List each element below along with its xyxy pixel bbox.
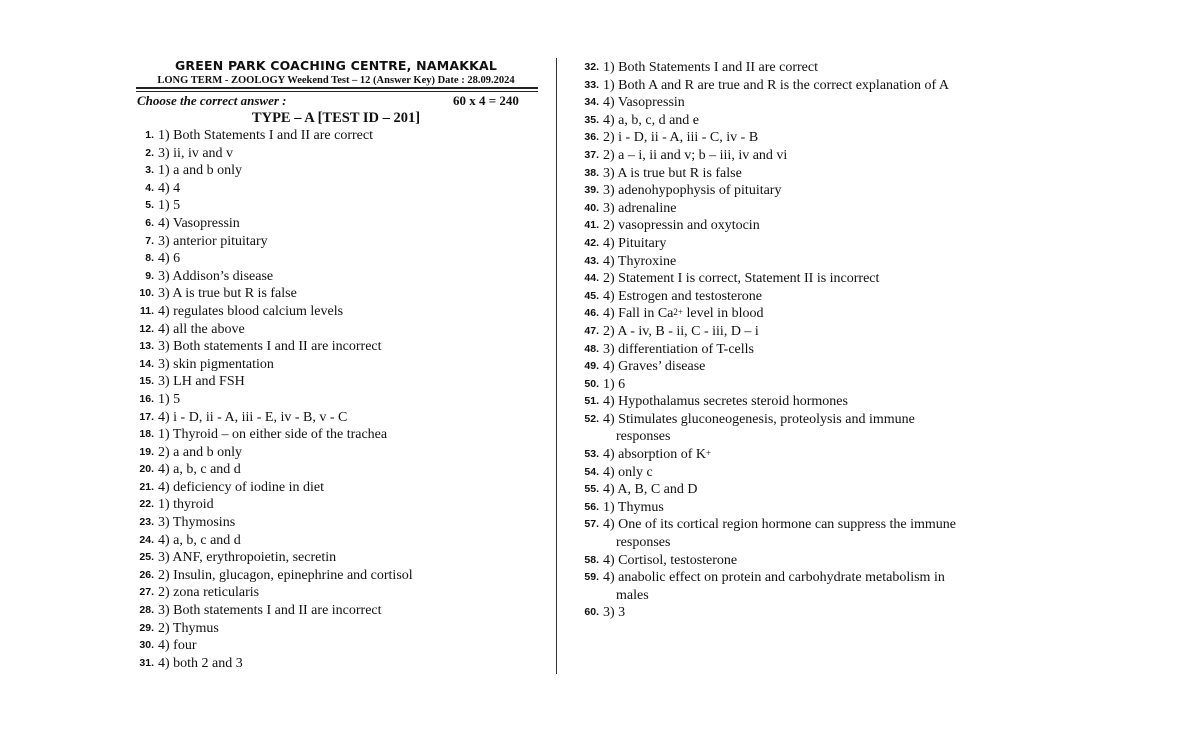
answer-text-line: 4) Estrogen and testosterone [603,288,763,304]
answer-text-line: 3) adrenaline [603,200,677,216]
answer-text-line: 1) Thyroid – on either side of the trachea [158,427,388,443]
question-number: 4. [145,181,154,194]
answer-text [603,481,698,499]
answer-text [603,147,787,165]
answer-text [158,180,180,198]
answer-text [603,77,949,95]
answer-text [603,499,664,517]
answer-text [158,567,413,585]
answer-text [158,145,233,163]
question-number: 37. [584,148,599,161]
answer-text [158,285,297,303]
answer-text [158,197,180,215]
question-number: 13. [139,340,154,353]
answer-text [603,270,879,288]
answer-text-continuation: responses [616,535,671,551]
answer-text [603,182,781,200]
answer-text [158,532,241,550]
answer-text-continuation: males [616,587,649,603]
answer-text-line: 1) Both A and R are true and R is the correct explanation of A [603,77,950,93]
answer-text [158,584,259,602]
answer-text-line: 4) 4 [158,180,181,196]
answer-text [603,217,760,235]
answer-text [603,59,818,77]
answer-text-line: 3) Addison’s disease [158,268,274,284]
answer-text-line: 3) LH and FSH [158,374,245,390]
answer-text [158,549,336,567]
answer-text-line: 4) regulates blood calcium levels [158,303,344,319]
question-number: 7. [145,234,154,247]
answer-text-line: 3) Both statements I and II are incorrect [158,603,382,619]
question-number: 24. [139,533,154,546]
question-number: 16. [139,392,154,405]
instruction-text: Choose the correct answer : [137,93,287,108]
answer-text [603,253,676,271]
question-number: 54. [584,465,599,478]
answer-text [603,464,653,482]
question-number: 59. [584,571,599,584]
answer-text-line: 4) a, b, c and d [158,532,241,548]
answer-text-line: 4) i - D, ii - A, iii - E, iv - B, v - C [158,409,348,425]
question-number: 39. [584,184,599,197]
question-number: 22. [139,498,154,511]
question-number: 30. [139,639,154,652]
answer-text-line: 4) both 2 and 3 [158,655,243,671]
answer-text [603,235,666,253]
question-number: 28. [139,604,154,617]
answer-text [603,305,763,323]
question-number: 9. [145,269,154,282]
answer-text [603,604,625,622]
question-number: 23. [139,516,154,529]
answer-text-part: 4) Fall in Ca [603,306,674,322]
answer-text [603,94,685,112]
answer-text [158,268,273,286]
question-number: 18. [139,428,154,441]
answer-text-line: 4) Thyroxine [603,253,677,269]
test-type-heading: TYPE – A [TEST ID – 201] [251,110,421,126]
question-number: 56. [584,500,599,513]
answer-text [158,303,343,321]
answer-text-line: 2) A - iv, B - ii, C - iii, D – i [603,323,759,339]
answer-text-line: 3) Both statements I and II are incorrect [158,339,382,355]
answer-text [603,446,711,464]
question-number: 58. [584,553,599,566]
question-number: 5. [145,199,154,212]
answer-text [158,127,373,145]
answer-text-line: 4) a, b, c, d and e [603,112,700,128]
test-subtitle: LONG TERM - ZOOLOGY Weekend Test – 12 (Answer Key) Date : 28.09.2024 [157,75,515,86]
answer-text [158,602,382,620]
answer-text-line: 1) 5 [158,391,181,407]
question-number: 33. [584,78,599,91]
superscript-charge: + [706,448,712,459]
question-number: 46. [584,307,599,320]
answer-text-line: 1) thyroid [158,497,214,513]
question-number: 38. [584,166,599,179]
answer-text-line: 4) deficiency of iodine in diet [158,479,324,495]
answer-text-line: 4) Graves’ disease [603,359,706,375]
answer-text [603,516,956,551]
answer-text [603,288,762,306]
answer-text [603,200,676,218]
answer-text [158,496,214,514]
answer-text [603,393,848,411]
answer-text [603,411,915,446]
answer-text-line: 3) anterior pituitary [158,233,268,249]
answer-text-line: 4) One of its cortical region hormone can suppress the immune [603,517,957,533]
answer-text-line: 2) Insulin, glucagon, epinephrine and cortisol [158,567,413,583]
question-number: 57. [584,518,599,531]
question-number: 6. [145,216,154,229]
answer-text [158,655,243,673]
answer-text [158,215,240,233]
question-number: 40. [584,201,599,214]
answer-text [603,376,625,394]
answer-text-part: 4) absorption of K [603,447,707,463]
answer-text [603,569,945,604]
question-number: 29. [139,621,154,634]
question-number: 35. [584,113,599,126]
question-number: 11. [139,304,154,317]
answer-text-line: 3) 3 [603,605,626,621]
answer-text [158,637,197,655]
question-number: 45. [584,289,599,302]
answer-text [158,250,180,268]
answer-text [603,112,699,130]
question-number: 20. [139,463,154,476]
answer-text [603,358,705,376]
question-number: 27. [139,586,154,599]
answer-text-line: 3) A is true but R is false [158,286,297,302]
answer-text-line: 4) Hypothalamus secretes steroid hormones [603,394,848,410]
answer-text-line: 1) Both Statements I and II are correct [158,128,373,143]
question-number: 60. [584,606,599,619]
header-rule-thin [136,91,538,92]
answer-text [158,444,242,462]
answer-text-line: 4) Vasopressin [603,95,685,111]
answer-text-line: 3) ANF, erythropoietin, secretin [158,550,337,566]
answer-text-line: 4) four [158,638,197,654]
answer-text [158,514,235,532]
question-number: 1. [145,129,154,141]
answer-text [603,165,742,183]
question-number: 42. [584,236,599,249]
answer-text-line: 3) A is true but R is false [603,165,742,181]
answer-text-line: 1) 6 [603,376,626,392]
answer-text [158,321,245,339]
answer-text-line: 2) zona reticularis [158,585,260,601]
question-number: 15. [139,375,154,388]
answer-text-line: 4) Pituitary [603,235,667,251]
answer-text-line: 3) ii, iv and v [158,145,234,161]
answer-text-line: 4) Vasopressin [158,215,240,231]
answer-text-line: 3) Thymosins [158,515,236,531]
question-number: 31. [139,656,154,669]
answer-text [158,356,274,374]
question-number: 55. [584,483,599,496]
answer-text-line: 1) Both Statements I and II are correct [603,60,818,75]
question-number: 48. [584,342,599,355]
question-number: 21. [139,480,154,493]
question-number: 43. [584,254,599,267]
answer-text-line: 4) 6 [158,251,181,267]
header-rule-thick [136,87,538,89]
question-number: 41. [584,219,599,232]
question-number: 25. [139,551,154,564]
answer-text [158,373,245,391]
question-number: 32. [584,61,599,73]
question-number: 53. [584,448,599,461]
answer-text-line: 2) Thymus [158,620,219,636]
question-number: 47. [584,324,599,337]
answer-text [158,426,387,444]
answer-text-line: 4) only c [603,464,653,480]
answer-text [158,162,242,180]
question-number: 49. [584,360,599,373]
answer-text [158,409,347,427]
answer-text-line: 3) differentiation of T-cells [603,341,754,357]
answer-text-continuation: responses [616,429,671,445]
answer-text-part: level in blood [682,306,764,322]
question-number: 36. [584,131,599,144]
question-number: 14. [139,357,154,370]
answer-text-line: 2) Statement I is correct, Statement II is incorrect [603,271,880,287]
answer-text-line: 2) i - D, ii - A, iii - C, iv - B [603,130,759,146]
answer-text-line: 3) adenohypophysis of pituitary [603,183,782,199]
answer-text-line: 1) Thymus [603,499,664,515]
answer-text-line: 2) a – i, ii and v; b – iii, iv and vi [603,147,788,163]
answer-text-line: 4) Cortisol, testosterone [603,552,738,568]
question-number: 51. [584,395,599,408]
question-number: 26. [139,568,154,581]
answer-text-line: 2) a and b only [158,444,242,460]
question-number: 2. [145,146,154,159]
institute-title: GREEN PARK COACHING CENTRE, NAMAKKAL [174,58,498,73]
answer-text [158,461,241,479]
answer-text-line: 4) A, B, C and D [603,482,698,498]
answer-text [603,129,758,147]
superscript-charge: 2+ [673,307,683,318]
answer-text-line: 4) anabolic effect on protein and carbohydrate metabolism in [603,570,945,586]
answer-text-line: 1) a and b only [158,163,242,179]
answer-text [158,620,219,638]
question-number: 12. [139,322,154,335]
answer-text [603,323,759,341]
answer-text-line: 4) Stimulates gluconeogenesis, proteolysis and immune [603,411,915,427]
answer-text [158,391,180,409]
answer-text-line: 4) a, b, c and d [158,462,241,478]
answer-text-line: 1) 5 [158,198,181,214]
question-number: 3. [145,164,154,177]
answer-text [158,479,324,497]
question-number: 52. [584,412,599,425]
question-number: 19. [139,445,154,458]
question-number: 8. [145,252,154,265]
answer-text-line: 4) all the above [158,321,245,337]
question-number: 34. [584,96,599,109]
column-divider [556,58,557,674]
answer-text-line: 2) vasopressin and oxytocin [603,218,760,234]
answer-text [158,338,382,356]
answer-text [158,233,268,251]
answer-text [603,552,737,570]
question-number: 17. [139,410,154,423]
answer-text [603,341,754,359]
question-number: 50. [584,377,599,390]
question-number: 10. [139,287,154,300]
question-number: 44. [584,272,599,285]
total-marks: 60 x 4 = 240 [453,93,519,108]
answer-text-line: 3) skin pigmentation [158,356,274,372]
